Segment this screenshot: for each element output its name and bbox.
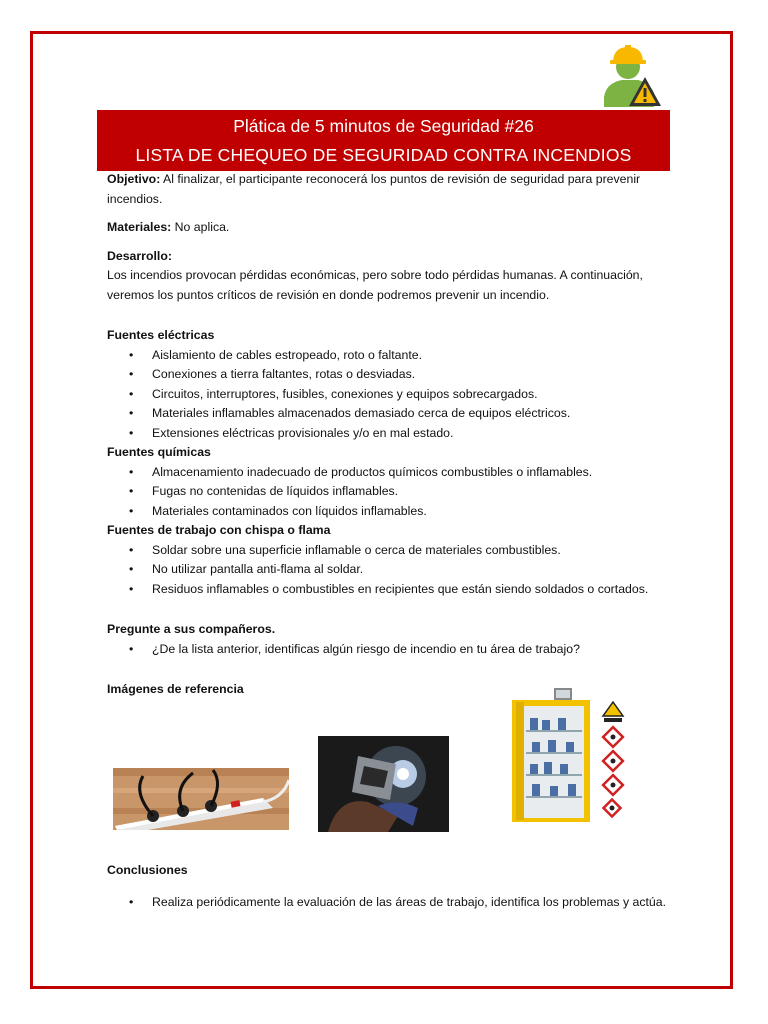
chemical-list — [107, 463, 672, 522]
conclusions-section — [107, 849, 672, 913]
section-title: Fuentes de trabajo con chispa o flama — [107, 523, 331, 537]
welder-image — [318, 736, 449, 832]
conclusions-title: Conclusiones — [107, 863, 188, 878]
section-title: Fuentes químicas — [107, 445, 211, 459]
objective-label: Objetivo: — [107, 172, 161, 186]
spark-list — [107, 541, 672, 600]
list-item: • Residuos inflamables o combustibles en recipientes que están siendo soldados o cortados. — [107, 580, 672, 600]
list-item: • Circuitos, interruptores, fusibles, conexiones y equipos sobrecargados. — [107, 385, 672, 405]
materials-label: Materiales: — [107, 220, 172, 234]
list-item: • Soldar sobre una superficie inflamable o cerca de materiales combustibles. — [107, 541, 672, 561]
ask-title: Pregunte a sus compañeros. — [107, 622, 276, 636]
list-item: • Aislamiento de cables estropeado, roto o faltante. — [107, 346, 672, 366]
list-item: • Conexiones a tierra faltantes, rotas o desviadas. — [107, 365, 672, 385]
safety-cabinet-image — [508, 686, 630, 822]
objective-paragraph — [107, 170, 672, 209]
list-item: • No utilizar pantalla anti-flama al soldar. — [107, 560, 672, 580]
talk-title: Plática de 5 minutos de Seguridad #26 — [233, 116, 534, 136]
materials-text: No aplica. — [171, 220, 230, 234]
list-item: • Extensiones eléctricas provisionales y/o en mal estado. — [107, 424, 672, 444]
conclusions-list — [107, 893, 672, 913]
section-title: Fuentes eléctricas — [107, 328, 215, 342]
materials-paragraph — [107, 218, 672, 238]
title-banner — [97, 110, 670, 171]
power-strip-image — [113, 768, 289, 830]
list-item: • Almacenamiento inadecuado de productos químicos combustibles o inflamables. — [107, 463, 672, 483]
construction-worker-icon — [598, 43, 664, 109]
list-item: • Materiales inflamables almacenados demasiado cerca de equipos eléctricos. — [107, 404, 672, 424]
development-label: Desarrollo: — [107, 248, 172, 263]
development-text: Los incendios provocan pérdidas económicas, pero sobre todo pérdidas humanas. A continuación, veremos los puntos críticos de revisión en donde podremos prevenir un incendio. — [107, 268, 643, 302]
list-item: • ¿De la lista anterior, identificas algún riesgo de incendio en tu área de trabajo? — [107, 640, 672, 660]
ask-list — [107, 640, 672, 660]
checklist-title: LISTA DE CHEQUEO DE SEGURIDAD CONTRA INCENDIOS — [135, 145, 632, 165]
electrical-list — [107, 346, 672, 444]
document-body — [107, 170, 672, 700]
list-item: • Fugas no contenidas de líquidos inflamables. — [107, 482, 672, 502]
list-item: • Realiza periódicamente la evaluación de las áreas de trabajo, identifica los problemas y actúa. — [107, 893, 672, 913]
objective-text: Al finalizar, el participante reconocerá los puntos de revisión de seguridad para prevenir incendios. — [107, 172, 641, 206]
list-item: • Materiales contaminados con líquidos inflamables. — [107, 502, 672, 522]
references-title: Imágenes de referencia — [107, 682, 244, 696]
